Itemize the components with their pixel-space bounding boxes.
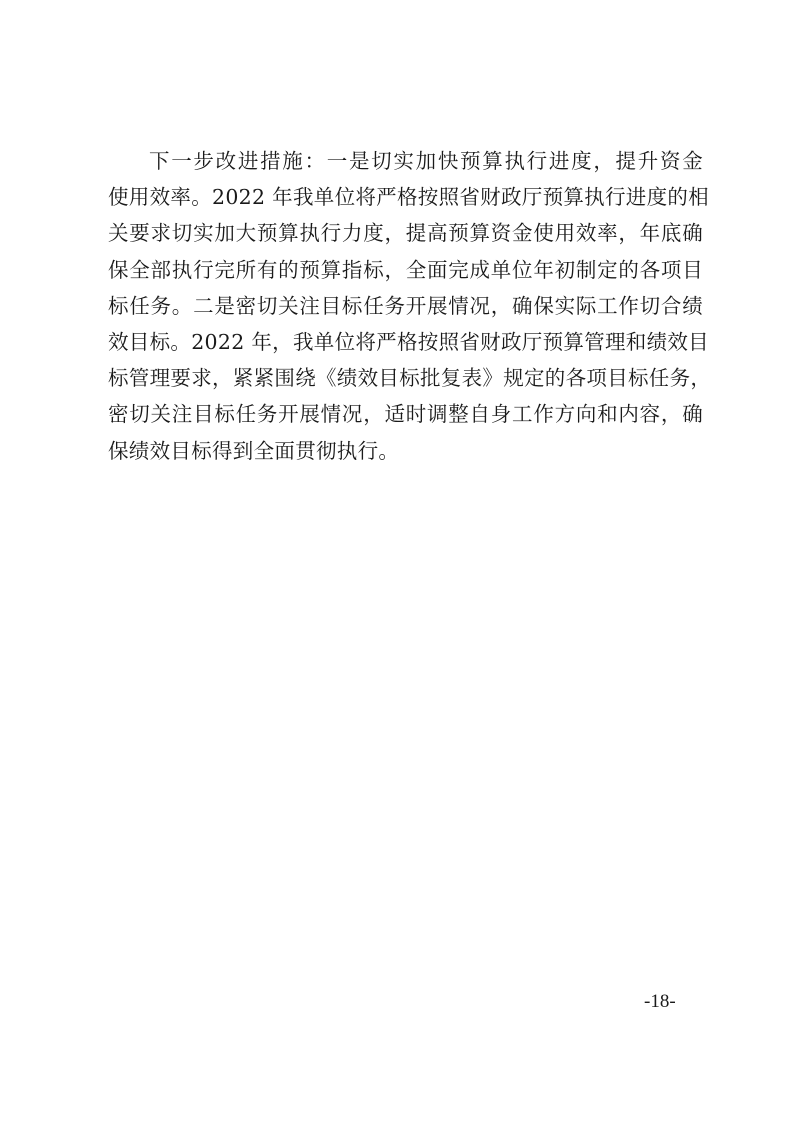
- paragraph-line: 保全部执行完所有的预算指标，全面完成单位年初制定的各项目: [108, 257, 703, 282]
- paragraph-line: 标任务。二是密切关注目标任务开展情况，确保实际工作切合绩: [108, 293, 703, 318]
- page-number: -18-: [644, 991, 676, 1012]
- body-paragraph: [108, 143, 712, 469]
- paragraph-line: 标管理要求，紧紧围绕《绩效目标批复表》规定的各项目标任务，: [108, 366, 712, 391]
- paragraph-line-last: 保绩效目标得到全面贯彻执行。: [108, 438, 400, 463]
- paragraph-line: 下一步改进措施：一是切实加快预算执行进度，提升资金: [149, 149, 703, 173]
- paragraph-line: 密切关注目标任务开展情况，适时调整自身工作方向和内容，确: [108, 402, 703, 427]
- paragraph-line: 效目标。2022 年，我单位将严格按照省财政厅预算管理和绩效目: [108, 329, 709, 354]
- paragraph-line: 使用效率。2022 年我单位将严格按照省财政厅预算执行进度的相: [108, 185, 709, 210]
- paragraph-line: 关要求切实加大预算执行力度，提高预算资金使用效率，年底确: [108, 221, 703, 246]
